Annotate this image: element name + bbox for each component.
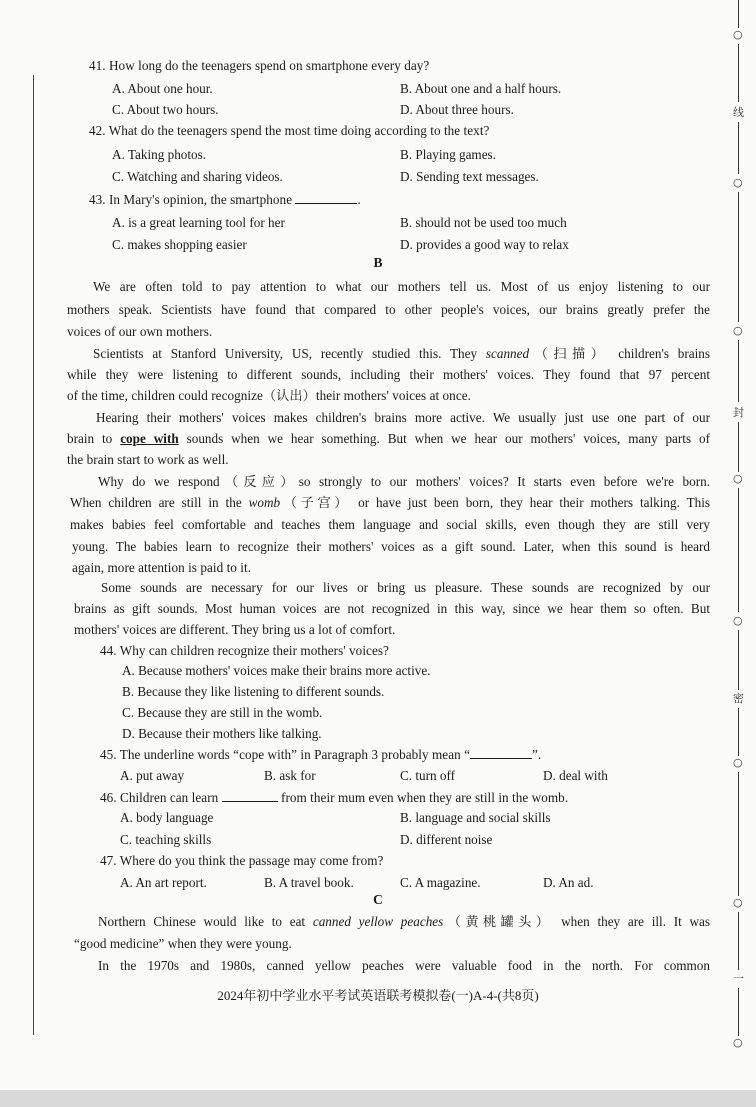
passage-b-text: children's brains [618,346,711,361]
q46-option-b[interactable]: B. language and social skills [400,810,551,825]
binding-line [738,912,739,970]
binding-circle: ○ [733,1036,743,1049]
passage-b-text: sounds when we hear something. But when we hear our mothers' voices, many parts of [186,431,710,446]
question-47-stem: 47. Where do you think the passage may come from? [100,853,384,868]
q45-stem-end: ”. [532,747,542,762]
passage-c-gloss: （黄桃罐头） [443,914,554,929]
q43-option-a[interactable]: A. is a great learning tool for her [112,215,285,230]
q43-option-b[interactable]: B. should not be used too much [400,215,567,230]
passage-b-line: mothers' voices are different. They bring us a lot of comfort. [74,622,396,637]
passage-b-line [70,493,710,512]
q47-option-c[interactable]: C. A magazine. [400,875,481,890]
q43-stem-text: 43. In Mary's opinion, the smartphone [89,192,293,207]
binding-line [738,422,739,472]
passage-b-line [93,344,710,363]
q46-option-d[interactable]: D. different noise [400,832,493,847]
q43-option-d[interactable]: D. provides a good way to relax [400,237,569,252]
question-46-stem [100,788,568,807]
q45-answer-blank[interactable] [470,746,532,759]
q47-option-a[interactable]: A. An art report. [120,875,207,890]
page-footer: 2024年初中学业水平考试英语联考模拟卷(一)A-4-(共8页) [217,988,539,1003]
question-42-stem: 42. What do the teenagers spend the most time doing according to the text? [89,123,490,138]
q42-option-d[interactable]: D. Sending text messages. [400,169,539,184]
passage-b-line: while they were listening to different sounds, including their mothers' voices. They found that 97 percent [67,367,710,382]
passage-c-line [98,912,710,931]
q43-option-c[interactable]: C. makes shopping easier [112,237,247,252]
q42-option-b[interactable]: B. Playing games. [400,147,496,162]
passage-b-term: scanned [485,346,530,361]
q41-option-b[interactable]: B. About one and a half hours. [400,81,562,96]
q44-option-c[interactable]: C. Because they are still in the womb. [122,705,323,720]
passage-b-line: Why do we respond（反应）so strongly to our mothers' voices? It starts even before we're born. [98,474,710,489]
binding-line [738,340,739,402]
passage-c-line: In the 1970s and 1980s, canned yellow peaches were valuable food in the north. For common [98,958,710,973]
section-c-heading: C [373,892,383,907]
q41-option-a[interactable]: A. About one hour. [112,81,213,96]
passage-c-line: “good medicine” when they were young. [74,936,292,951]
underlined-phrase: cope with [120,431,179,446]
passage-b-line: mothers speak. Scientists have found that compared to other people's voices, our brains greatly prefer the [67,302,710,317]
binding-circle: ○ [733,28,743,41]
binding-circle: ○ [733,896,743,909]
question-43-stem [89,190,361,209]
q45-option-d[interactable]: D. deal with [543,768,608,783]
binding-circle: ○ [733,756,743,769]
passage-b-gloss: （子宫） [280,495,352,510]
binding-line [738,708,739,756]
binding-line [738,772,739,896]
q46-option-c[interactable]: C. teaching skills [120,832,212,847]
passage-c-text: when they are ill. It was [561,914,711,929]
passage-b-gloss: （扫描） [529,346,610,361]
bottom-strip [0,1090,756,1107]
binding-circle: ○ [733,324,743,337]
passage-b-term: womb [248,495,281,510]
passage-b-line: of the time, children could recognize（认出）their mothers' voices at once. [67,388,471,403]
binding-char: 线 [733,106,744,119]
passage-b-line: We are often told to pay attention to what our mothers tell us. Most of us enjoy listening to our [93,279,710,294]
passage-c-text: Northern Chinese would like to eat [98,914,306,929]
q45-option-b[interactable]: B. ask for [264,768,316,783]
q45-option-a[interactable]: A. put away [120,768,185,783]
passage-c-term: canned yellow peaches [312,914,444,929]
passage-b-text: or have just been born, they hear their mothers talking. This [358,495,711,510]
q45-stem-text: 45. The underline words “cope with” in Paragraph 3 probably mean “ [100,747,470,762]
q47-option-d[interactable]: D. An ad. [543,875,594,890]
binding-line [738,0,739,28]
binding-margin [716,0,756,1090]
q42-option-c[interactable]: C. Watching and sharing videos. [112,169,283,184]
binding-char: 一 [733,972,744,985]
binding-circle: ○ [733,614,743,627]
question-45-stem [100,745,541,764]
q46-answer-blank[interactable] [222,789,278,802]
binding-circle: ○ [733,176,743,189]
passage-b-line: Hearing their mothers' voices makes children's brains more active. We usually just use one part of our [96,410,710,425]
binding-char: 封 [733,406,744,419]
question-41-stem: 41. How long do the teenagers spend on smartphone every day? [89,58,430,73]
q46-option-a[interactable]: A. body language [120,810,214,825]
left-margin-line [33,75,34,1035]
passage-b-line: voices of our own mothers. [67,324,213,339]
q42-option-a[interactable]: A. Taking photos. [112,147,207,162]
passage-b-line [67,429,710,448]
q44-option-d[interactable]: D. Because their mothers like talking. [122,726,322,741]
q45-option-c[interactable]: C. turn off [400,768,456,783]
question-44-stem: 44. Why can children recognize their mothers' voices? [100,643,389,658]
binding-line [738,630,739,690]
passage-b-line: young. The babies learn to recognize their mothers' voices as a gift sound. Later, when this sound is heard [72,539,710,554]
q41-option-c[interactable]: C. About two hours. [112,102,219,117]
q41-option-d[interactable]: D. About three hours. [400,102,514,117]
passage-b-text: When children are still in the [70,495,242,510]
binding-circle: ○ [733,472,743,485]
q43-stem-end: . [357,192,361,207]
q43-answer-blank[interactable] [295,191,357,204]
q46-stem-text: 46. Children can learn [100,790,219,805]
q47-option-b[interactable]: B. A travel book. [264,875,354,890]
passage-b-line: makes babies feel comfortable and teaches them language and social skills, even though they are still very [70,517,710,532]
q44-option-a[interactable]: A. Because mothers' voices make their brains more active. [122,663,431,678]
passage-b-line: again, more attention is paid to it. [72,560,252,575]
section-b-heading: B [373,255,383,270]
passage-b-text: brain to [67,431,113,446]
binding-line [738,488,739,612]
q44-option-b[interactable]: B. Because they like listening to different sounds. [122,684,385,699]
passage-b-line: brains as gift sounds. Most human voices are not recognized in this way, since we hear them so often. But [74,601,710,616]
binding-line [738,44,739,102]
q46-stem-end: from their mum even when they are still in the womb. [281,790,569,805]
passage-b-text: Scientists at Stanford University, US, recently studied this. They [93,346,478,361]
binding-line [738,122,739,174]
passage-b-line: the brain start to work as well. [67,452,229,467]
binding-char: 密 [733,692,744,705]
passage-b-line: Some sounds are necessary for our lives or bring us pleasure. These sounds are recognized by our [101,580,710,595]
